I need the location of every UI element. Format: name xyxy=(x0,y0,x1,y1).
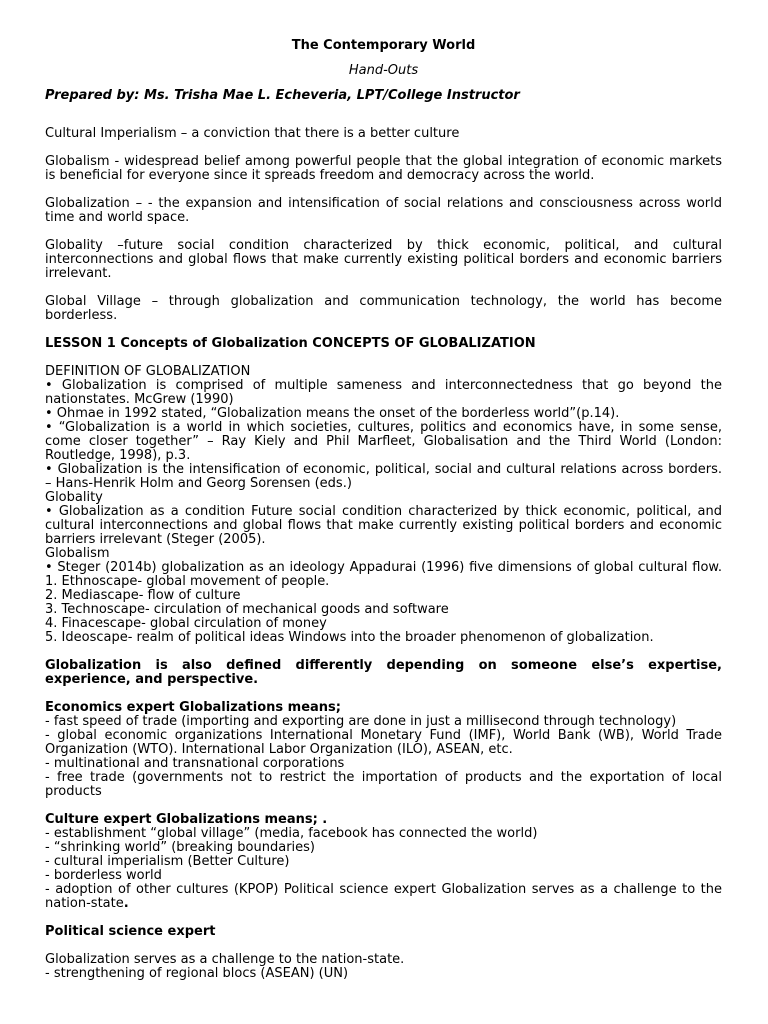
list-item-technoscape: 3. Technoscape- circulation of mechanical goods and software xyxy=(45,602,449,617)
list-item-mediascape: 2. Mediascape- flow of culture xyxy=(45,588,241,603)
globalism-label: Globalism xyxy=(45,546,110,561)
economics-item: - global economic organizations International Monetary Fund (IMF), World Bank (WB), World Trade Organization (WTO). International Labor Organization (ILO), ASEAN, etc. xyxy=(45,728,722,757)
culture-last-item-period: . xyxy=(123,896,129,911)
bullet-mcgrew: • Globalization is comprised of multiple sameness and interconnectedness that go beyond the nationstates. McGrew (1990) xyxy=(45,378,722,407)
document-title: The Contemporary World xyxy=(291,38,476,53)
political-line: Globalization serves as a challenge to the nation-state. xyxy=(45,952,405,967)
expertise-statement: Globalization is also defined differently depending on someone else’s expertise, experience, and perspective. xyxy=(45,658,722,687)
culture-item: - borderless world xyxy=(45,868,162,883)
definition-globality: Globality –future social condition characterized by thick economic, political, and cultural interconnections and global flows that make currently existing political borders and economic barriers irrelevant. xyxy=(45,238,722,281)
definition-globalism: Globalism - widespread belief among powerful people that the global integration of economic markets is beneficial for everyone since it spreads freedom and democracy across the world. xyxy=(45,154,722,183)
bullet-steger-2014: • Steger (2014b) globalization as an ideology Appadurai (1996) five dimensions of global cultural flow. 1. Ethnoscape- global movement of people. xyxy=(45,560,722,589)
document-subtitle: Hand-Outs xyxy=(348,63,419,78)
culture-last-item-text: - adoption of other cultures (KPOP) Political science expert Globalization serves as a challenge to the nation-state xyxy=(45,882,722,911)
economics-item: - fast speed of trade (importing and exporting are done in just a millisecond through technology) xyxy=(45,714,677,729)
list-item-ideoscape: 5. Ideoscape- realm of political ideas Windows into the broader phenomenon of globalization. xyxy=(45,630,654,645)
economics-heading: Economics expert Globalizations means; xyxy=(45,700,341,715)
political-line: - strengthening of regional blocs (ASEAN) (UN) xyxy=(45,966,349,981)
globality-label: Globality xyxy=(45,490,103,505)
definition-global-village: Global Village – through globalization and communication technology, the world has become borderless. xyxy=(45,294,722,323)
economics-item: - multinational and transnational corporations xyxy=(45,756,345,771)
economics-item: - free trade (governments not to restrict the importation of products and the exportation of local products xyxy=(45,770,722,799)
prepared-by: Prepared by: Ms. Trisha Mae L. Echeveria, LPT/College Instructor xyxy=(45,88,520,103)
definition-globalization: Globalization – - the expansion and intensification of social relations and consciousness across world time and world space. xyxy=(45,196,722,225)
bullet-kiely: • “Globalization is a world in which societies, cultures, politics and economics have, in some sense, come closer together” – Ray Kiely and Phil Marfleet, Globalisation and the Third World (London: Routledge, 1998), p.3. xyxy=(45,420,722,463)
culture-item: - “shrinking world” (breaking boundaries) xyxy=(45,840,316,855)
political-heading: Political science expert xyxy=(45,924,216,939)
culture-item xyxy=(45,883,722,911)
culture-item: - establishment “global village” (media, facebook has connected the world) xyxy=(45,826,538,841)
bullet-steger-2005: • Globalization as a condition Future social condition characterized by thick economic, political, and cultural interconnections and global flows that make currently existing political borders and economic barriers irrelevant (Steger (2005). xyxy=(45,504,722,547)
culture-heading: Culture expert Globalizations means; . xyxy=(45,812,328,827)
definition-section-heading: DEFINITION OF GLOBALIZATION xyxy=(45,364,251,379)
definition-cultural-imperialism: Cultural Imperialism – a conviction that there is a better culture xyxy=(45,126,460,141)
bullet-holm: • Globalization is the intensification of economic, political, social and cultural relations across borders. – Hans-Henrik Holm and Georg Sorensen (eds.) xyxy=(45,462,722,491)
bullet-ohmae: • Ohmae in 1992 stated, “Globalization means the onset of the borderless world”(p.14). xyxy=(45,406,620,421)
lesson-heading: LESSON 1 Concepts of Globalization CONCEPTS OF GLOBALIZATION xyxy=(45,336,536,351)
culture-item: - cultural imperialism (Better Culture) xyxy=(45,854,290,869)
list-item-finacescape: 4. Finacescape- global circulation of money xyxy=(45,616,327,631)
